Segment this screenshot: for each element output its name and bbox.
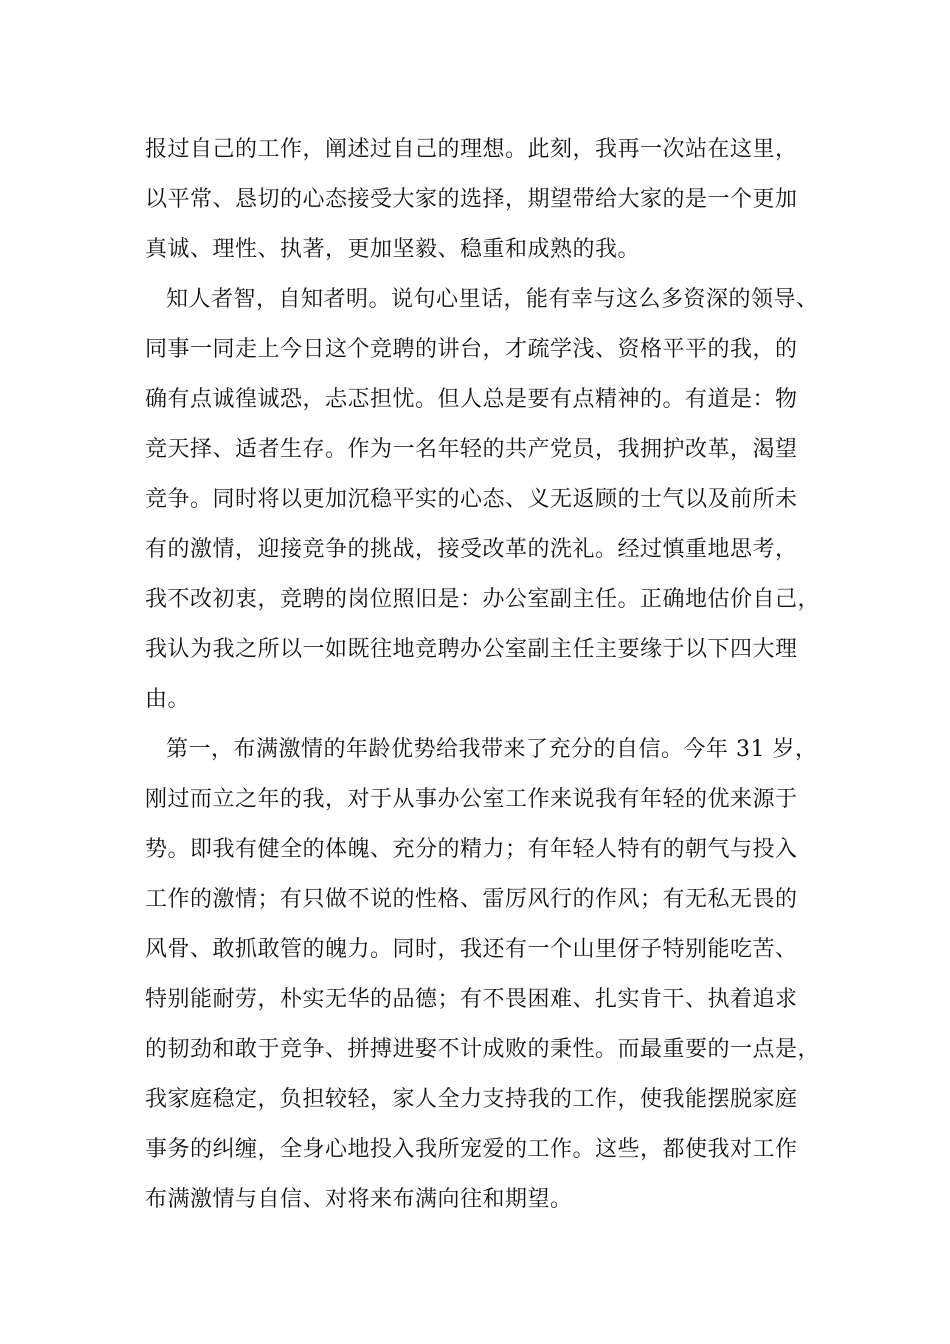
text-line: 我不改初衷，竞聘的岗位照旧是：办公室副主任。正确地估价自己， (145, 587, 821, 612)
text-line: 真诚、理性、执著，更加坚毅、稳重和成熟的我。 (145, 237, 641, 262)
text-line: 有的激情，迎接竞争的挑战，接受改革的洗礼。经过慎重地思考， (145, 537, 798, 562)
text-line: 风骨、敢抓敢管的魄力。同时，我还有一个山里伢子特别能吃苦、 (145, 937, 798, 962)
text-line: 以平常、恳切的心态接受大家的选择，期望带给大家的是一个更加 (145, 187, 798, 212)
text-line: 的韧劲和敢于竞争、拼搏进娶不计成败的秉性。而最重要的一点是， (145, 1037, 821, 1062)
text-line: 我认为我之所以一如既往地竞聘办公室副主任主要缘于以下四大理 (145, 637, 798, 662)
text-line: 特别能耐劳，朴实无华的品德；有不畏困难、扎实肯干、执着追求 (145, 987, 798, 1012)
text-line: 势。即我有健全的体魄、充分的精力；有年轻人特有的朝气与投入 (145, 837, 798, 862)
text-line: 工作的激情；有只做不说的性格、雷厉风行的作风；有无私无畏的 (145, 887, 798, 912)
text-line: 竞天择、适者生存。作为一名年轻的共产党员，我拥护改革，渴望 (145, 437, 798, 462)
paragraph-first-line: 第一，布满激情的年龄优势给我带来了充分的自信。今年 31 岁， (166, 737, 818, 762)
text-line: 由。 (145, 687, 191, 712)
text-line: 同事一同走上今日这个竞聘的讲台，才疏学浅、资格平平的我，的 (145, 337, 798, 362)
text-line: 我家庭稳定，负担较轻，家人全力支持我的工作，使我能摆脱家庭 (145, 1087, 798, 1112)
text-line: 布满激情与自信、对将来布满向往和期望。 (145, 1187, 573, 1212)
text-line: 确有点诚徨诚恐，忐忑担忧。但人总是要有点精神的。有道是：物 (145, 387, 798, 412)
paragraph-first-line: 知人者智，自知者明。说句心里话，能有幸与这么多资深的领导、 (166, 287, 819, 312)
text-line: 竞争。同时将以更加沉稳平实的心态、义无返顾的士气以及前所未 (145, 487, 798, 512)
text-line: 事务的纠缠，全身心地投入我所宠爱的工作。这些，都使我对工作 (145, 1137, 798, 1162)
text-line: 报过自己的工作，阐述过自己的理想。此刻，我再一次站在这里， (145, 137, 798, 162)
text-line: 刚过而立之年的我，对于从事办公室工作来说我有年轻的优来源于 (145, 787, 798, 812)
